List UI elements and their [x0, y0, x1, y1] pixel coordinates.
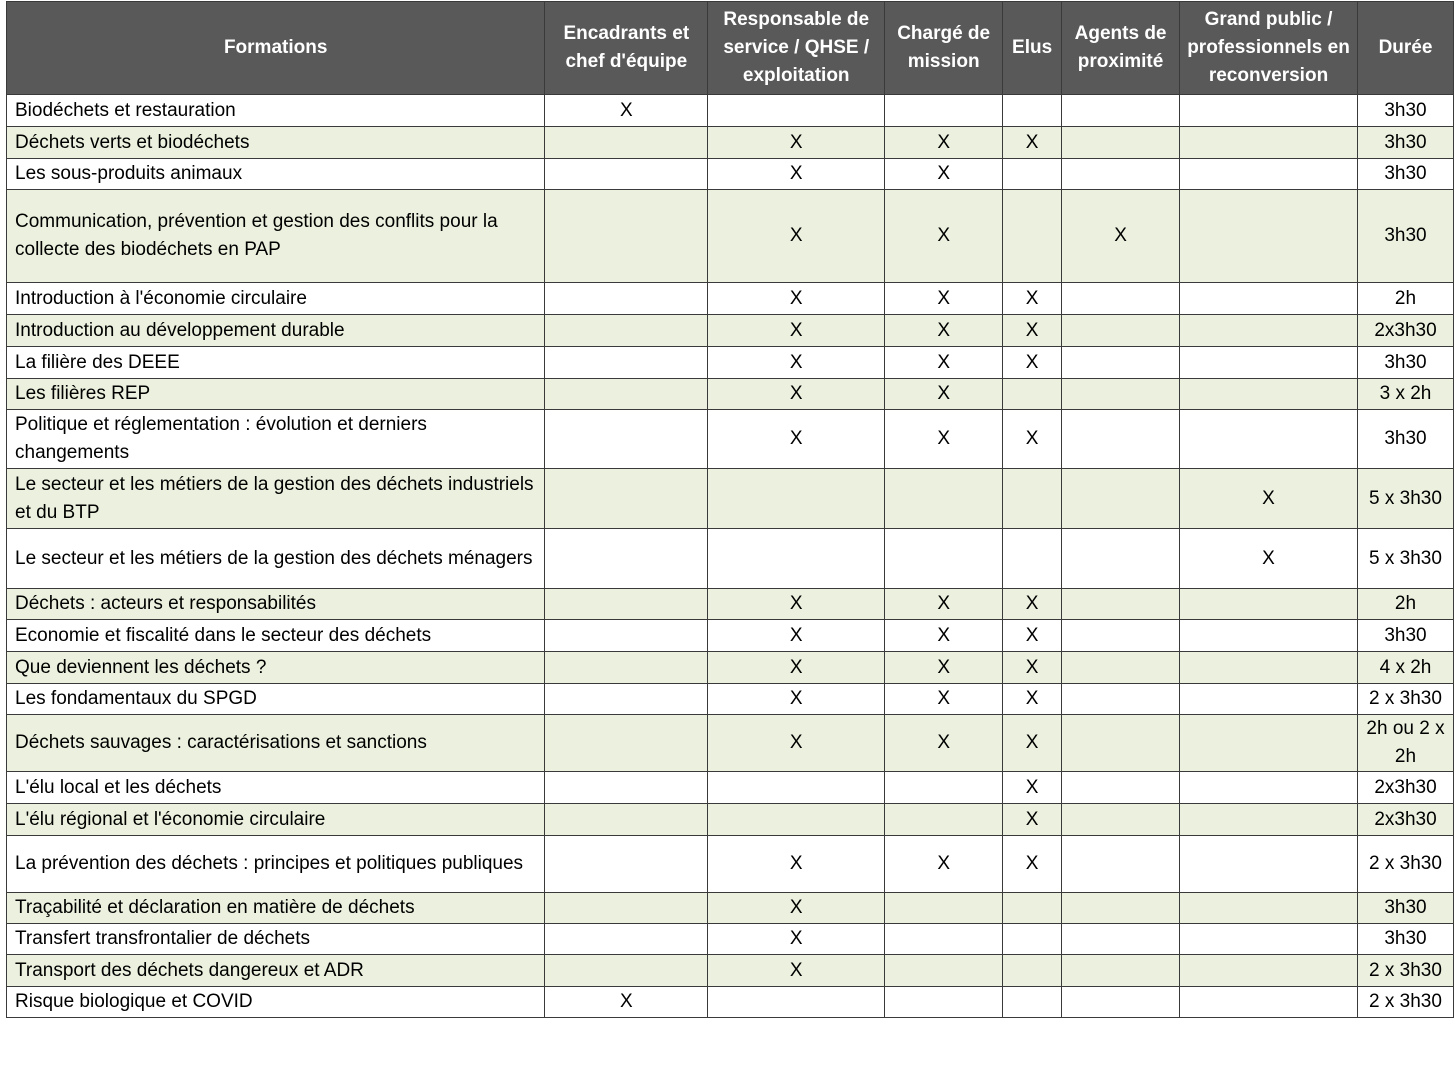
table-row [7, 684, 1454, 715]
duree-cell: 3h30 [1357, 95, 1453, 127]
table-row [7, 652, 1454, 684]
encadrants-cell [545, 127, 708, 159]
charge-de-mission-cell: X [885, 620, 1003, 652]
grand-public-cell [1180, 159, 1358, 190]
formation-name-cell: Biodéchets et restauration [7, 95, 545, 127]
charge-de-mission-cell: X [885, 836, 1003, 893]
formation-name-cell: Les sous-produits animaux [7, 159, 545, 190]
elus-cell [1003, 159, 1062, 190]
charge-de-mission-cell: X [885, 159, 1003, 190]
encadrants-cell [545, 283, 708, 315]
encadrants-cell [545, 955, 708, 987]
grand-public-cell [1180, 589, 1358, 620]
agents-cell [1062, 469, 1180, 529]
formation-name-cell: Le secteur et les métiers de la gestion des déchets ménagers [7, 529, 545, 589]
grand-public-cell [1180, 772, 1358, 804]
duree-cell: 2x3h30 [1357, 315, 1453, 347]
agents-cell [1062, 127, 1180, 159]
header-formations: Formations [7, 2, 545, 95]
duree-cell: 2 x 3h30 [1357, 684, 1453, 715]
header-charge-de-mission: Chargé de mission [885, 2, 1003, 95]
responsable-cell: X [708, 589, 885, 620]
duree-cell: 2 x 3h30 [1357, 836, 1453, 893]
table-row [7, 589, 1454, 620]
charge-de-mission-cell [885, 95, 1003, 127]
grand-public-cell [1180, 410, 1358, 469]
encadrants-cell: X [545, 95, 708, 127]
formation-name-cell: Les filières REP [7, 379, 545, 410]
formation-name-cell: Traçabilité et déclaration en matière de déchets [7, 893, 545, 924]
agents-cell: X [1062, 190, 1180, 283]
charge-de-mission-cell: X [885, 347, 1003, 379]
elus-cell: X [1003, 315, 1062, 347]
charge-de-mission-cell: X [885, 652, 1003, 684]
elus-cell [1003, 955, 1062, 987]
charge-de-mission-cell: X [885, 589, 1003, 620]
table-row [7, 315, 1454, 347]
responsable-cell: X [708, 127, 885, 159]
agents-cell [1062, 529, 1180, 589]
grand-public-cell [1180, 836, 1358, 893]
table-row [7, 924, 1454, 955]
grand-public-cell [1180, 379, 1358, 410]
responsable-cell: X [708, 836, 885, 893]
agents-cell [1062, 772, 1180, 804]
charge-de-mission-cell: X [885, 410, 1003, 469]
table-row [7, 469, 1454, 529]
grand-public-cell [1180, 347, 1358, 379]
responsable-cell: X [708, 684, 885, 715]
duree-cell: 5 x 3h30 [1357, 469, 1453, 529]
grand-public-cell: X [1180, 469, 1358, 529]
formations-table [6, 1, 1454, 1018]
table-row [7, 804, 1454, 836]
encadrants-cell [545, 804, 708, 836]
header-elus: Elus [1003, 2, 1062, 95]
duree-cell: 3h30 [1357, 924, 1453, 955]
encadrants-cell: X [545, 987, 708, 1018]
elus-cell [1003, 469, 1062, 529]
agents-cell [1062, 159, 1180, 190]
encadrants-cell [545, 772, 708, 804]
formation-name-cell: Le secteur et les métiers de la gestion des déchets industriels et du BTP [7, 469, 545, 529]
responsable-cell [708, 529, 885, 589]
grand-public-cell [1180, 620, 1358, 652]
grand-public-cell [1180, 955, 1358, 987]
charge-de-mission-cell [885, 529, 1003, 589]
formation-name-cell: L'élu local et les déchets [7, 772, 545, 804]
table-row [7, 95, 1454, 127]
agents-cell [1062, 379, 1180, 410]
responsable-cell: X [708, 159, 885, 190]
duree-cell: 3h30 [1357, 620, 1453, 652]
encadrants-cell [545, 620, 708, 652]
formation-name-cell: Transfert transfrontalier de déchets [7, 924, 545, 955]
agents-cell [1062, 836, 1180, 893]
charge-de-mission-cell [885, 987, 1003, 1018]
charge-de-mission-cell [885, 893, 1003, 924]
formation-name-cell: L'élu régional et l'économie circulaire [7, 804, 545, 836]
grand-public-cell [1180, 893, 1358, 924]
grand-public-cell [1180, 804, 1358, 836]
formation-name-cell: Politique et réglementation : évolution et derniers changements [7, 410, 545, 469]
responsable-cell: X [708, 379, 885, 410]
grand-public-cell [1180, 715, 1358, 772]
grand-public-cell [1180, 127, 1358, 159]
table-row [7, 987, 1454, 1018]
encadrants-cell [545, 410, 708, 469]
formation-name-cell: Les fondamentaux du SPGD [7, 684, 545, 715]
encadrants-cell [545, 379, 708, 410]
responsable-cell [708, 987, 885, 1018]
table-row [7, 379, 1454, 410]
duree-cell: 5 x 3h30 [1357, 529, 1453, 589]
encadrants-cell [545, 684, 708, 715]
agents-cell [1062, 347, 1180, 379]
encadrants-cell [545, 469, 708, 529]
duree-cell: 3h30 [1357, 347, 1453, 379]
table-row [7, 772, 1454, 804]
elus-cell [1003, 987, 1062, 1018]
responsable-cell: X [708, 955, 885, 987]
table-row [7, 715, 1454, 772]
header-agents: Agents de proximité [1062, 2, 1180, 95]
formation-name-cell: Communication, prévention et gestion des conflits pour la collecte des biodéchets en PAP [7, 190, 545, 283]
formation-name-cell: Transport des déchets dangereux et ADR [7, 955, 545, 987]
elus-cell: X [1003, 410, 1062, 469]
grand-public-cell [1180, 190, 1358, 283]
table-row [7, 190, 1454, 283]
formation-name-cell: Déchets sauvages : caractérisations et sanctions [7, 715, 545, 772]
agents-cell [1062, 804, 1180, 836]
formation-name-cell: Déchets : acteurs et responsabilités [7, 589, 545, 620]
responsable-cell: X [708, 620, 885, 652]
elus-cell [1003, 379, 1062, 410]
agents-cell [1062, 620, 1180, 652]
table-row [7, 127, 1454, 159]
responsable-cell [708, 469, 885, 529]
grand-public-cell [1180, 684, 1358, 715]
duree-cell: 2 x 3h30 [1357, 955, 1453, 987]
formation-name-cell: Introduction au développement durable [7, 315, 545, 347]
encadrants-cell [545, 715, 708, 772]
agents-cell [1062, 893, 1180, 924]
duree-cell: 2h ou 2 x 2h [1357, 715, 1453, 772]
agents-cell [1062, 589, 1180, 620]
agents-cell [1062, 955, 1180, 987]
charge-de-mission-cell: X [885, 684, 1003, 715]
formation-name-cell: Risque biologique et COVID [7, 987, 545, 1018]
formation-name-cell: La prévention des déchets : principes et politiques publiques [7, 836, 545, 893]
agents-cell [1062, 924, 1180, 955]
table-row [7, 836, 1454, 893]
table-row [7, 410, 1454, 469]
duree-cell: 3h30 [1357, 127, 1453, 159]
formation-name-cell: Déchets verts et biodéchets [7, 127, 545, 159]
elus-cell [1003, 924, 1062, 955]
duree-cell: 3h30 [1357, 893, 1453, 924]
elus-cell [1003, 190, 1062, 283]
elus-cell: X [1003, 836, 1062, 893]
agents-cell [1062, 684, 1180, 715]
encadrants-cell [545, 529, 708, 589]
elus-cell: X [1003, 283, 1062, 315]
responsable-cell: X [708, 924, 885, 955]
duree-cell: 4 x 2h [1357, 652, 1453, 684]
responsable-cell: X [708, 315, 885, 347]
grand-public-cell [1180, 924, 1358, 955]
charge-de-mission-cell [885, 955, 1003, 987]
charge-de-mission-cell [885, 804, 1003, 836]
table-row [7, 893, 1454, 924]
grand-public-cell [1180, 652, 1358, 684]
formation-name-cell: Que deviennent les déchets ? [7, 652, 545, 684]
charge-de-mission-cell [885, 772, 1003, 804]
table-row [7, 159, 1454, 190]
responsable-cell [708, 804, 885, 836]
elus-cell [1003, 95, 1062, 127]
elus-cell: X [1003, 804, 1062, 836]
formation-name-cell: Economie et fiscalité dans le secteur des déchets [7, 620, 545, 652]
charge-de-mission-cell: X [885, 283, 1003, 315]
responsable-cell: X [708, 893, 885, 924]
responsable-cell: X [708, 652, 885, 684]
table-row [7, 955, 1454, 987]
agents-cell [1062, 652, 1180, 684]
charge-de-mission-cell: X [885, 379, 1003, 410]
encadrants-cell [545, 836, 708, 893]
charge-de-mission-cell: X [885, 315, 1003, 347]
duree-cell: 2x3h30 [1357, 772, 1453, 804]
agents-cell [1062, 715, 1180, 772]
elus-cell: X [1003, 589, 1062, 620]
duree-cell: 3 x 2h [1357, 379, 1453, 410]
duree-cell: 3h30 [1357, 410, 1453, 469]
duree-cell: 2x3h30 [1357, 804, 1453, 836]
encadrants-cell [545, 190, 708, 283]
grand-public-cell [1180, 315, 1358, 347]
table-row [7, 347, 1454, 379]
formation-name-cell: Introduction à l'économie circulaire [7, 283, 545, 315]
elus-cell [1003, 893, 1062, 924]
encadrants-cell [545, 924, 708, 955]
elus-cell: X [1003, 127, 1062, 159]
header-encadrants: Encadrants et chef d'équipe [545, 2, 708, 95]
duree-cell: 2 x 3h30 [1357, 987, 1453, 1018]
header-grand-public: Grand public / professionnels en reconversion [1180, 2, 1358, 95]
elus-cell: X [1003, 652, 1062, 684]
encadrants-cell [545, 315, 708, 347]
charge-de-mission-cell: X [885, 127, 1003, 159]
agents-cell [1062, 283, 1180, 315]
header-row [7, 2, 1454, 95]
responsable-cell: X [708, 410, 885, 469]
responsable-cell: X [708, 715, 885, 772]
encadrants-cell [545, 652, 708, 684]
agents-cell [1062, 95, 1180, 127]
elus-cell [1003, 529, 1062, 589]
duree-cell: 2h [1357, 283, 1453, 315]
elus-cell: X [1003, 772, 1062, 804]
grand-public-cell [1180, 283, 1358, 315]
agents-cell [1062, 315, 1180, 347]
responsable-cell: X [708, 190, 885, 283]
encadrants-cell [545, 589, 708, 620]
encadrants-cell [545, 893, 708, 924]
formation-name-cell: La filière des DEEE [7, 347, 545, 379]
table-row [7, 529, 1454, 589]
grand-public-cell [1180, 987, 1358, 1018]
grand-public-cell [1180, 95, 1358, 127]
table-row [7, 620, 1454, 652]
responsable-cell [708, 95, 885, 127]
charge-de-mission-cell [885, 469, 1003, 529]
table-row [7, 283, 1454, 315]
responsable-cell: X [708, 283, 885, 315]
charge-de-mission-cell: X [885, 715, 1003, 772]
elus-cell: X [1003, 684, 1062, 715]
agents-cell [1062, 410, 1180, 469]
elus-cell: X [1003, 715, 1062, 772]
duree-cell: 3h30 [1357, 190, 1453, 283]
header-responsable: Responsable de service / QHSE / exploitation [708, 2, 885, 95]
elus-cell: X [1003, 620, 1062, 652]
header-duree: Durée [1357, 2, 1453, 95]
agents-cell [1062, 987, 1180, 1018]
elus-cell: X [1003, 347, 1062, 379]
duree-cell: 2h [1357, 589, 1453, 620]
duree-cell: 3h30 [1357, 159, 1453, 190]
charge-de-mission-cell: X [885, 190, 1003, 283]
responsable-cell [708, 772, 885, 804]
charge-de-mission-cell [885, 924, 1003, 955]
encadrants-cell [545, 159, 708, 190]
responsable-cell: X [708, 347, 885, 379]
grand-public-cell: X [1180, 529, 1358, 589]
encadrants-cell [545, 347, 708, 379]
table-body [7, 95, 1454, 1018]
